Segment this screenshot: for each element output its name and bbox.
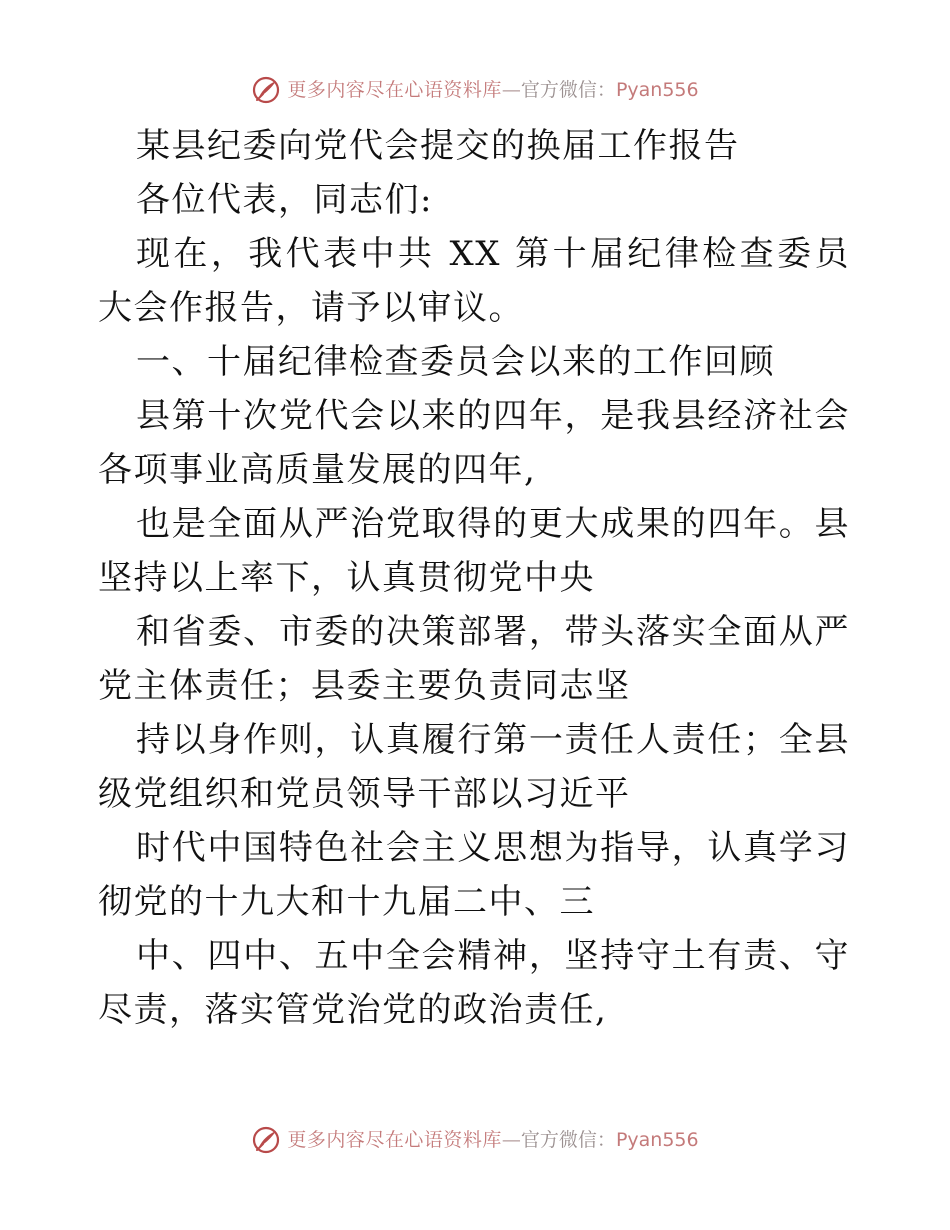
banner-prefix: 更多内容尽在心语资料库 xyxy=(287,1129,502,1151)
text-line: 彻党的十九大和十九届二中、三 xyxy=(98,882,595,922)
banner-prefix: 更多内容尽在心语资料库 xyxy=(287,79,502,101)
feather-logo-icon xyxy=(251,1125,281,1155)
text-line: 时代中国特色社会主义思想为指导，认真学习 xyxy=(136,828,850,868)
text-line: 现在，我代表中共 XX 第十届纪律检查委员 xyxy=(136,234,850,274)
text-line: 持以身作则，认真履行第一责任人责任；全县 xyxy=(136,720,850,760)
banner-account: Pyan556 xyxy=(615,79,699,101)
text-line: 县第十次党代会以来的四年，是我县经济社会 xyxy=(136,396,850,436)
text-line: 坚持以上率下，认真贯彻党中央 xyxy=(98,558,595,598)
banner-label: 官方微信： xyxy=(520,1129,616,1151)
text-line: 和省委、市委的决策部署，带头落实全面从严 xyxy=(136,612,850,652)
text-line: 中、四中、五中全会精神，坚持守土有责、守 xyxy=(136,936,850,976)
text-line: 大会作报告，请予以审议。 xyxy=(98,288,524,328)
text-line: 各项事业高质量发展的四年, xyxy=(98,450,537,490)
text-line: 也是全面从严治党取得的更大成果的四年。县 xyxy=(136,504,850,544)
text-line: 尽责，落实管党治党的政治责任, xyxy=(98,990,608,1030)
banner-dash: — xyxy=(501,79,521,101)
header-banner xyxy=(0,70,950,110)
text-line: 各位代表，同志们: xyxy=(136,180,433,220)
banner-dash: — xyxy=(501,1129,521,1151)
feather-logo-icon xyxy=(251,75,281,105)
footer-banner xyxy=(0,1120,950,1160)
text-line: 一、十届纪律检查委员会以来的工作回顾 xyxy=(136,342,775,382)
text-line: 党主体责任；县委主要负责同志坚 xyxy=(98,666,631,706)
text-line: 某县纪委向党代会提交的换届工作报告 xyxy=(136,126,740,166)
banner-account: Pyan556 xyxy=(615,1129,699,1151)
document-body xyxy=(98,119,858,1037)
text-line: 级党组织和党员领导干部以习近平 xyxy=(98,774,631,814)
banner-label: 官方微信： xyxy=(520,79,616,101)
